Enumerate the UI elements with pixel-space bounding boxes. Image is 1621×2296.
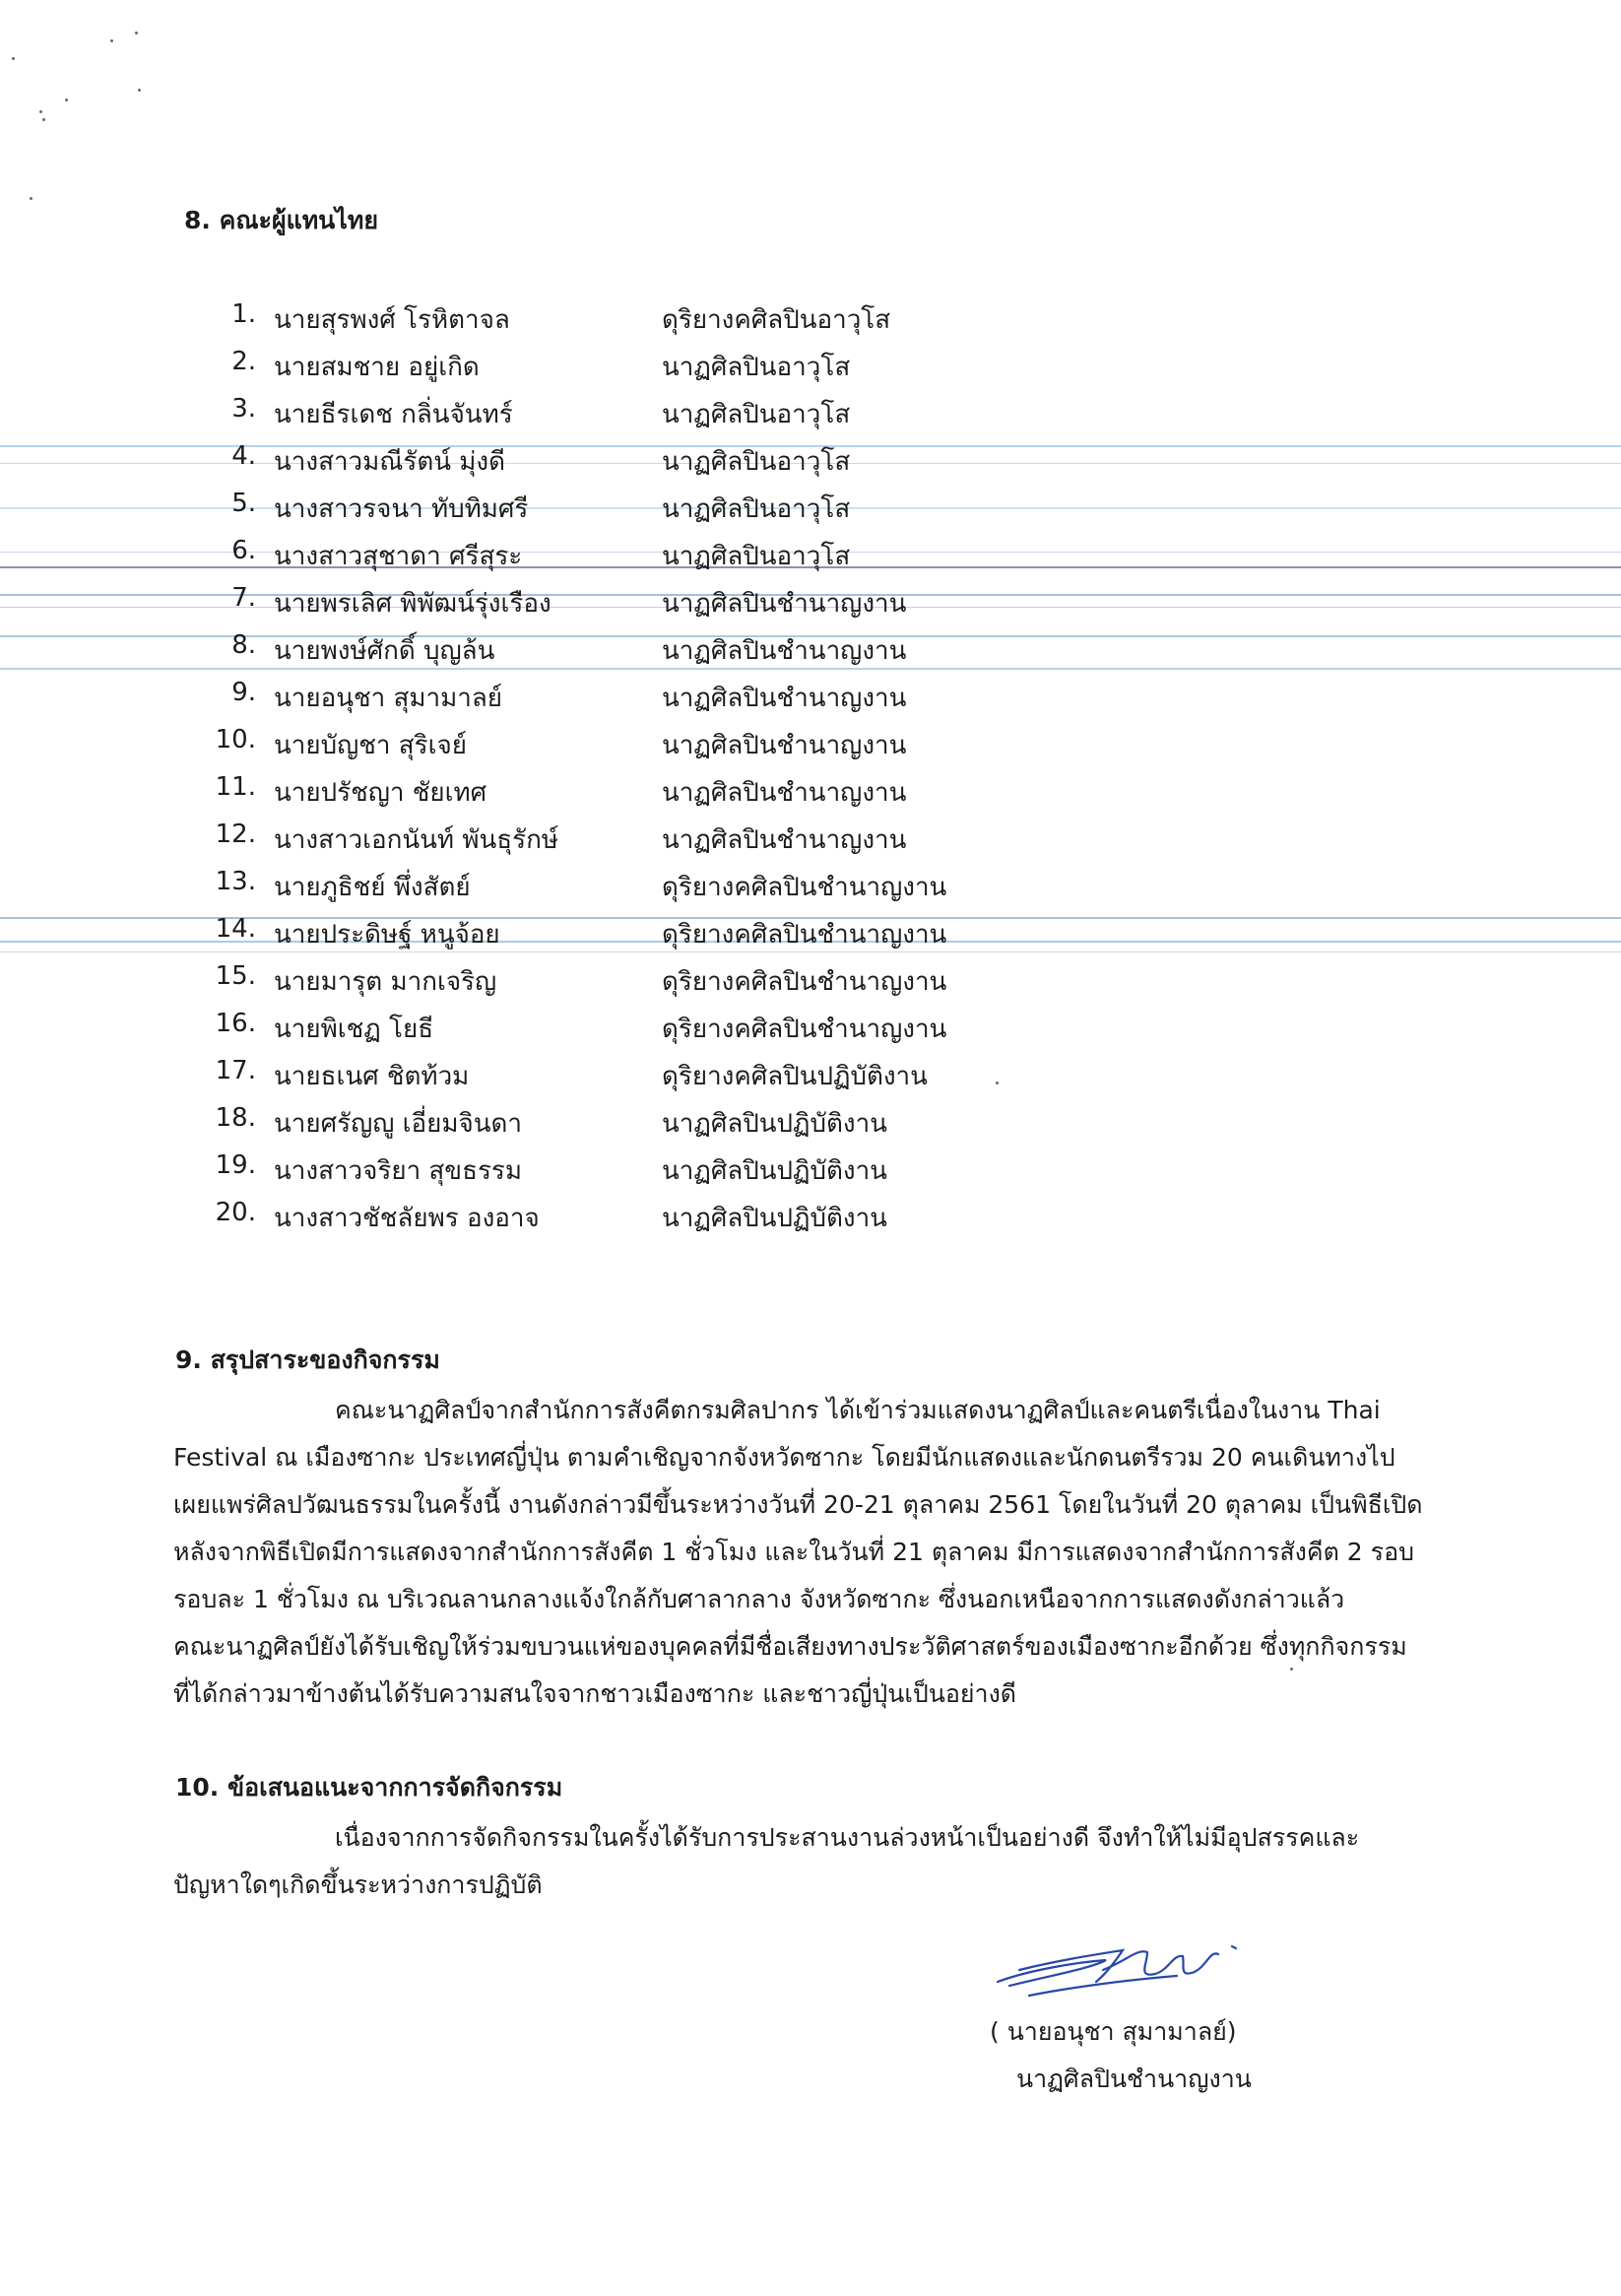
scan-speck: [65, 98, 68, 101]
member-row: [0, 863, 1621, 910]
scan-speck: [138, 89, 141, 92]
signer-name: ( นายอนุชา สุมามาลย์): [990, 2017, 1237, 2046]
member-position: นาฏศิลปินปฏิบัติงาน: [662, 1204, 887, 1233]
member-name: นายปรัชญา ชัยเทศ: [274, 778, 487, 808]
member-name: นายประดิษฐ์ หนูจ้อย: [274, 920, 500, 950]
member-name: นางสาวมณีรัตน์ มุ่งดี: [274, 447, 506, 477]
paragraph-line: Festival ณ เมืองซากะ ประเทศญี่ปุ่น ตามคำเชิญจากจังหวัดซากะ โดยมีนักแสดงและนักดนตรีรวม 20 คนเดินทางไป: [173, 1443, 1395, 1472]
paragraph-line: คณะนาฏศิลป์ยังได้รับเชิญให้ร่วมขบวนแห่ของบุคคลที่มีชื่อเสียงทางประวัติศาสตร์ของเมืองซากะอีกด้วย ซึ่งทุกกิจกรรม: [173, 1632, 1407, 1661]
scan-speck: [30, 197, 32, 200]
member-row: [0, 674, 1621, 721]
member-position: นาฏศิลปินชำนาญงาน: [662, 778, 907, 808]
member-number: 4.: [231, 441, 256, 471]
member-name: นายอนุชา สุมามาลย์: [274, 684, 503, 713]
paragraph-line: ที่ได้กล่าวมาข้างต้นได้รับความสนใจจากชาวเมืองซากะ และชาวญี่ปุ่นเป็นอย่างดี: [173, 1679, 1017, 1708]
member-number: 14.: [215, 914, 256, 944]
member-name: นางสาวรจนา ทับทิมศรี: [274, 494, 529, 524]
member-name: นางสาวจริยา สุขธรรม: [274, 1156, 523, 1186]
member-position: นาฏศิลปินอาวุโส: [662, 494, 851, 524]
member-position: ดุริยางคศิลปินชำนาญงาน: [662, 967, 947, 997]
paragraph-line: ปัญหาใดๆเกิดขึ้นระหว่างการปฏิบัติ: [173, 1870, 543, 1899]
member-number: 3.: [231, 394, 256, 424]
member-row: [0, 390, 1621, 437]
section-9-paragraph: [173, 1387, 1423, 1718]
member-position: ดุริยางคศิลปินอาวุโส: [662, 305, 891, 335]
member-name: นายภูธิชย์ พึ่งสัตย์: [274, 873, 471, 902]
member-number: 9.: [231, 678, 256, 707]
member-row: [0, 816, 1621, 863]
member-position: นาฏศิลปินชำนาญงาน: [662, 684, 907, 713]
member-row: [0, 485, 1621, 532]
paragraph-line: คณะนาฏศิลป์จากสำนักการสังคีตกรมศิลปากร ได้เข้าร่วมแสดงนาฏศิลป์และคนตรีเนื่องในงาน Thai: [335, 1396, 1381, 1424]
member-name: นายบัญชา สุริเจย์: [274, 731, 467, 760]
scan-speck: [135, 32, 138, 34]
paragraph-line: รอบละ 1 ชั่วโมง ณ บริเวณลานกลางแจ้งใกล้กับศาลากลาง จังหวัดซากะ ซึ่งนอกเหนือจากการแสดงดังกล่าวแล้ว: [173, 1585, 1345, 1613]
member-number: 19.: [215, 1150, 256, 1180]
member-position: นาฏศิลปินปฏิบัติงาน: [662, 1109, 887, 1139]
member-number: 10.: [215, 725, 256, 754]
member-number: 6.: [231, 536, 256, 565]
member-number: 20.: [215, 1198, 256, 1227]
section-10-heading: 10. ข้อเสนอแนะจากการจัดกิจกรรม: [175, 1773, 563, 1802]
member-number: 12.: [215, 820, 256, 849]
section-10-paragraph: [173, 1814, 1359, 1909]
member-name: นายพงษ์ศักดิ์ บุญล้น: [274, 636, 495, 666]
member-row: [0, 532, 1621, 579]
paragraph-line: เผยแพร่ศิลปวัฒนธรรมในครั้งนี้ งานดังกล่าวมีขึ้นระหว่างวันที่ 20-21 ตุลาคม 2561 โดยในวันที่ 20 ตุลาคม เป็นพิธีเปิด: [173, 1490, 1423, 1519]
member-number: 16.: [215, 1009, 256, 1038]
member-name: นายศรัญญู เอี่ยมจินดา: [274, 1109, 523, 1139]
member-position: นาฏศิลปินชำนาญงาน: [662, 636, 907, 666]
member-number: 18.: [215, 1103, 256, 1133]
member-row: [0, 1147, 1621, 1194]
member-position: นาฏศิลปินชำนาญงาน: [662, 825, 907, 855]
section-8-heading: 8. คณะผู้แทนไทย: [184, 206, 378, 234]
scan-speck: [12, 57, 15, 60]
member-position: นาฏศิลปินอาวุโส: [662, 400, 851, 429]
member-row: [0, 343, 1621, 390]
signer-position: นาฏศิลปินชำนาญงาน: [1016, 2065, 1252, 2093]
member-row: [0, 1052, 1621, 1099]
member-position: นาฏศิลปินอาวุโส: [662, 447, 851, 477]
member-number: 5.: [231, 489, 256, 518]
member-number: 11.: [215, 772, 256, 802]
paragraph-line: หลังจากพิธีเปิดมีการแสดงจากสำนักการสังคีต 1 ชั่วโมง และในวันที่ 21 ตุลาคม มีการแสดงจากสำนักการสังคีต 2 รอบ: [173, 1538, 1414, 1566]
member-number: 7.: [231, 583, 256, 613]
member-name: นางสาวชัชลัยพร องอาจ: [274, 1204, 540, 1233]
member-name: นายสมชาย อยู่เกิด: [274, 353, 480, 382]
member-row: [0, 1194, 1621, 1241]
scan-speck: [39, 110, 42, 113]
member-row: [0, 1005, 1621, 1052]
member-position: นาฏศิลปินปฏิบัติงาน: [662, 1156, 887, 1186]
member-position: ดุริยางคศิลปินชำนาญงาน: [662, 1015, 947, 1044]
member-row: [0, 768, 1621, 816]
member-name: นายพิเชฏ โยธี: [274, 1015, 434, 1044]
member-row: [0, 957, 1621, 1005]
member-position: ดุริยางคศิลปินปฏิบัติงาน: [662, 1062, 928, 1091]
scan-speck: [110, 39, 113, 42]
member-row: [0, 1099, 1621, 1147]
paragraph-line: เนื่องจากการจัดกิจกรรมในครั้งได้รับการประสานงานล่วงหน้าเป็นอย่างดี จึงทำให้ไม่มีอุปสรรคและ: [335, 1823, 1360, 1852]
member-name: นายสุรพงศ์ โรหิตาจล: [274, 305, 510, 335]
section-9-heading: 9. สรุปสาระของกิจกรรม: [175, 1345, 440, 1374]
member-position: นาฏศิลปินชำนาญงาน: [662, 731, 907, 760]
member-row: [0, 295, 1621, 343]
member-position: ดุริยางคศิลปินชำนาญงาน: [662, 920, 947, 950]
member-row: [0, 721, 1621, 768]
member-number: 15.: [215, 961, 256, 991]
member-name: นางสาวเอกนันท์ พันธุรักษ์: [274, 825, 558, 855]
member-name: นางสาวสุชาดา ศรีสุระ: [274, 542, 523, 571]
member-row: [0, 910, 1621, 957]
member-number: 1.: [231, 299, 256, 329]
member-name: นายธเนศ ชิตท้วม: [274, 1062, 470, 1091]
member-row: [0, 579, 1621, 626]
member-name: นายมารุต มากเจริญ: [274, 967, 497, 997]
member-name: นายพรเลิศ พิพัฒน์รุ่งเรือง: [274, 589, 551, 619]
member-position: นาฏศิลปินชำนาญงาน: [662, 589, 907, 619]
member-row: [0, 626, 1621, 674]
member-position: นาฏศิลปินอาวุโส: [662, 353, 851, 382]
signature-scribble: [990, 1931, 1285, 2009]
member-number: 2.: [231, 347, 256, 376]
member-number: 13.: [215, 867, 256, 896]
member-row: [0, 437, 1621, 485]
member-position: ดุริยางคศิลปินชำนาญงาน: [662, 873, 947, 902]
member-number: 8.: [231, 630, 256, 660]
member-number: 17.: [215, 1056, 256, 1085]
member-position: นาฏศิลปินอาวุโส: [662, 542, 851, 571]
scan-speck: [42, 118, 45, 121]
member-name: นายธีรเดช กลิ่นจันทร์: [274, 400, 513, 429]
